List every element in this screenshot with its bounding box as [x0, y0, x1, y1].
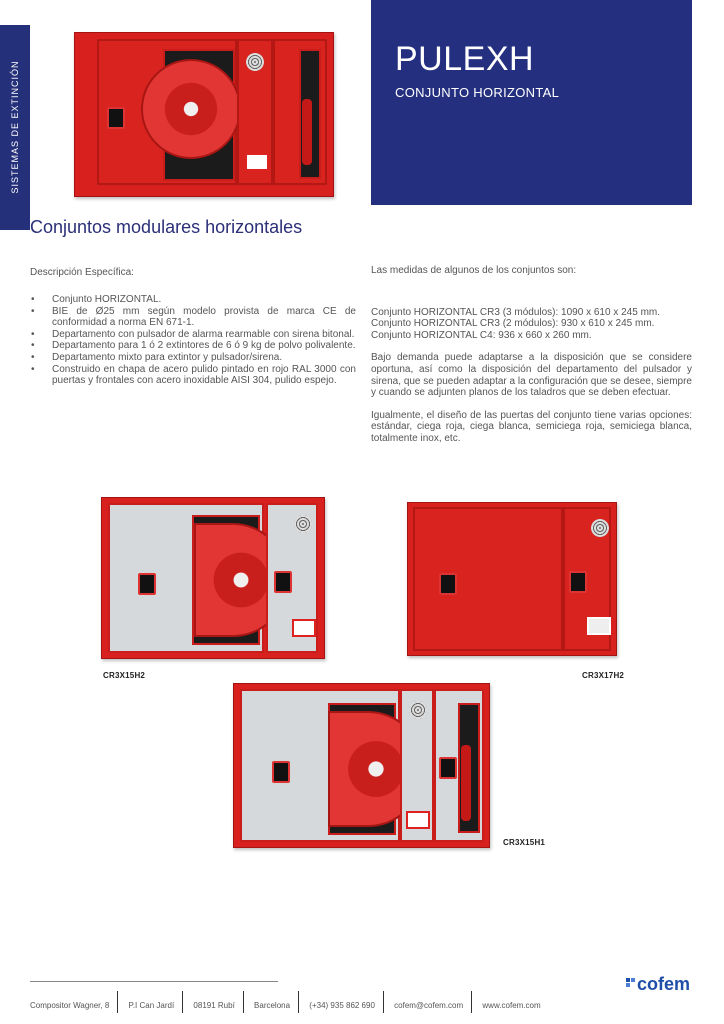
list-item: • Departamento para 1 ó 2 extintores de 6 ó 9 kg de polvo polivalente. — [30, 340, 356, 352]
logo-text: cofem — [637, 974, 691, 994]
product-subtitle: CONJUNTO HORIZONTAL — [395, 85, 560, 100]
measures-intro: Las medidas de algunos de los conjuntos son: — [371, 265, 577, 276]
list-item: • Conjunto HORIZONTAL. — [30, 294, 356, 306]
product-code: CR3X15H2 — [103, 671, 146, 680]
footer-phone: (+34) 935 862 690 — [309, 1001, 375, 1011]
logo-mark-icon — [626, 978, 636, 988]
footer-website[interactable]: www.cofem.com — [482, 1001, 541, 1011]
extinguisher-door-handle — [439, 757, 457, 779]
door-handle — [138, 573, 156, 595]
footer-postcode: 08191 Rubí — [193, 1001, 235, 1011]
feature-list — [30, 294, 356, 387]
alarm-button — [292, 619, 316, 637]
footer-divider — [30, 981, 278, 982]
side-section-label — [0, 25, 30, 230]
main-door — [240, 689, 400, 842]
measure-spec: Conjunto HORIZONTAL C4: 936 x 660 x 260 mm. — [371, 329, 592, 341]
product-image-cr3x15h2 — [101, 497, 325, 659]
footer-contact — [30, 995, 541, 1017]
main-door — [413, 507, 563, 651]
product-code: CR3X17H2 — [582, 671, 625, 680]
side-door-handle — [274, 571, 292, 593]
list-item: • Departamento con pulsador de alarma rearmable con sirena bitonal. — [30, 329, 356, 341]
alarm-door — [400, 689, 434, 842]
description-title: Descripción Específica: — [30, 267, 134, 278]
main-door — [108, 503, 264, 653]
list-item: • Construido en chapa de acero pulido pintado en rojo RAL 3000 con puertas y frontales con acero inoxidable AISI 304, pulido espejo. — [30, 364, 356, 387]
door-handle — [439, 573, 457, 595]
siren-grille — [294, 515, 312, 533]
footer-city: Barcelona — [254, 1001, 291, 1011]
hero-door-handle — [107, 107, 125, 129]
section-title: Conjuntos modulares horizontales — [30, 217, 303, 237]
measure-spec: Conjunto HORIZONTAL CR3 (3 módulos): 1090 x 610 x 245 mm. — [371, 306, 661, 318]
alarm-button — [406, 811, 430, 829]
measures-paragraph-1: Bajo demanda puede adaptarse a la disposición que se considere oportuna, así como la disposición del departamento del pulsador y sirena, que se pueden adaptar a la configuración que se desee, siempre y cuando se adjunten planos de los taladros que se deben efectuar. — [371, 352, 692, 399]
side-door — [266, 503, 318, 653]
hero-alarm-door — [237, 39, 273, 185]
alarm-button — [587, 617, 611, 635]
extinguisher — [461, 745, 471, 821]
header-block — [371, 0, 692, 205]
cofem-logo — [626, 974, 690, 995]
footer-email[interactable]: cofem@cofem.com — [394, 1001, 464, 1011]
side-door — [563, 507, 611, 651]
extinguisher-door — [434, 689, 484, 842]
hero-product-image — [74, 32, 334, 197]
footer-address: Compositor Wagner, 8 — [30, 1001, 110, 1011]
footer-area: P.I Can Jardí — [128, 1001, 175, 1011]
product-image-cr3x17h2 — [407, 502, 617, 656]
door-handle — [272, 761, 290, 783]
product-title: PULEXH — [395, 40, 535, 78]
hero-siren-grille — [246, 53, 264, 71]
list-item: • Departamento mixto para extintor y pulsador/sirena. — [30, 352, 356, 364]
measures-column — [371, 265, 692, 456]
hero-hose-reel — [141, 59, 241, 159]
hero-extinguisher — [302, 99, 312, 165]
hero-main-door — [97, 39, 237, 185]
product-image-cr3x15h1 — [233, 683, 490, 848]
side-door-handle — [569, 571, 587, 593]
hero-extinguisher-door — [273, 39, 327, 185]
product-code: CR3X15H1 — [503, 838, 546, 847]
list-item: • BIE de Ø25 mm según modelo provista de marca CE de conformidad a norma EN 671-1. — [30, 306, 356, 329]
siren-grille — [409, 701, 427, 719]
side-label-text: SISTEMAS DE EXTINCIÓN — [10, 60, 20, 194]
measures-paragraph-2: Igualmente, el diseño de las puertas del conjunto tiene varias opciones: estándar, ciega roja, ciega blanca, semiciega roja, semiciega blanca, totalmente inox, etc. — [371, 409, 692, 444]
measure-spec: Conjunto HORIZONTAL CR3 (2 módulos): 930 x 610 x 245 mm. — [371, 318, 655, 330]
siren-grille — [591, 519, 609, 537]
hero-alarm-button — [245, 153, 269, 171]
